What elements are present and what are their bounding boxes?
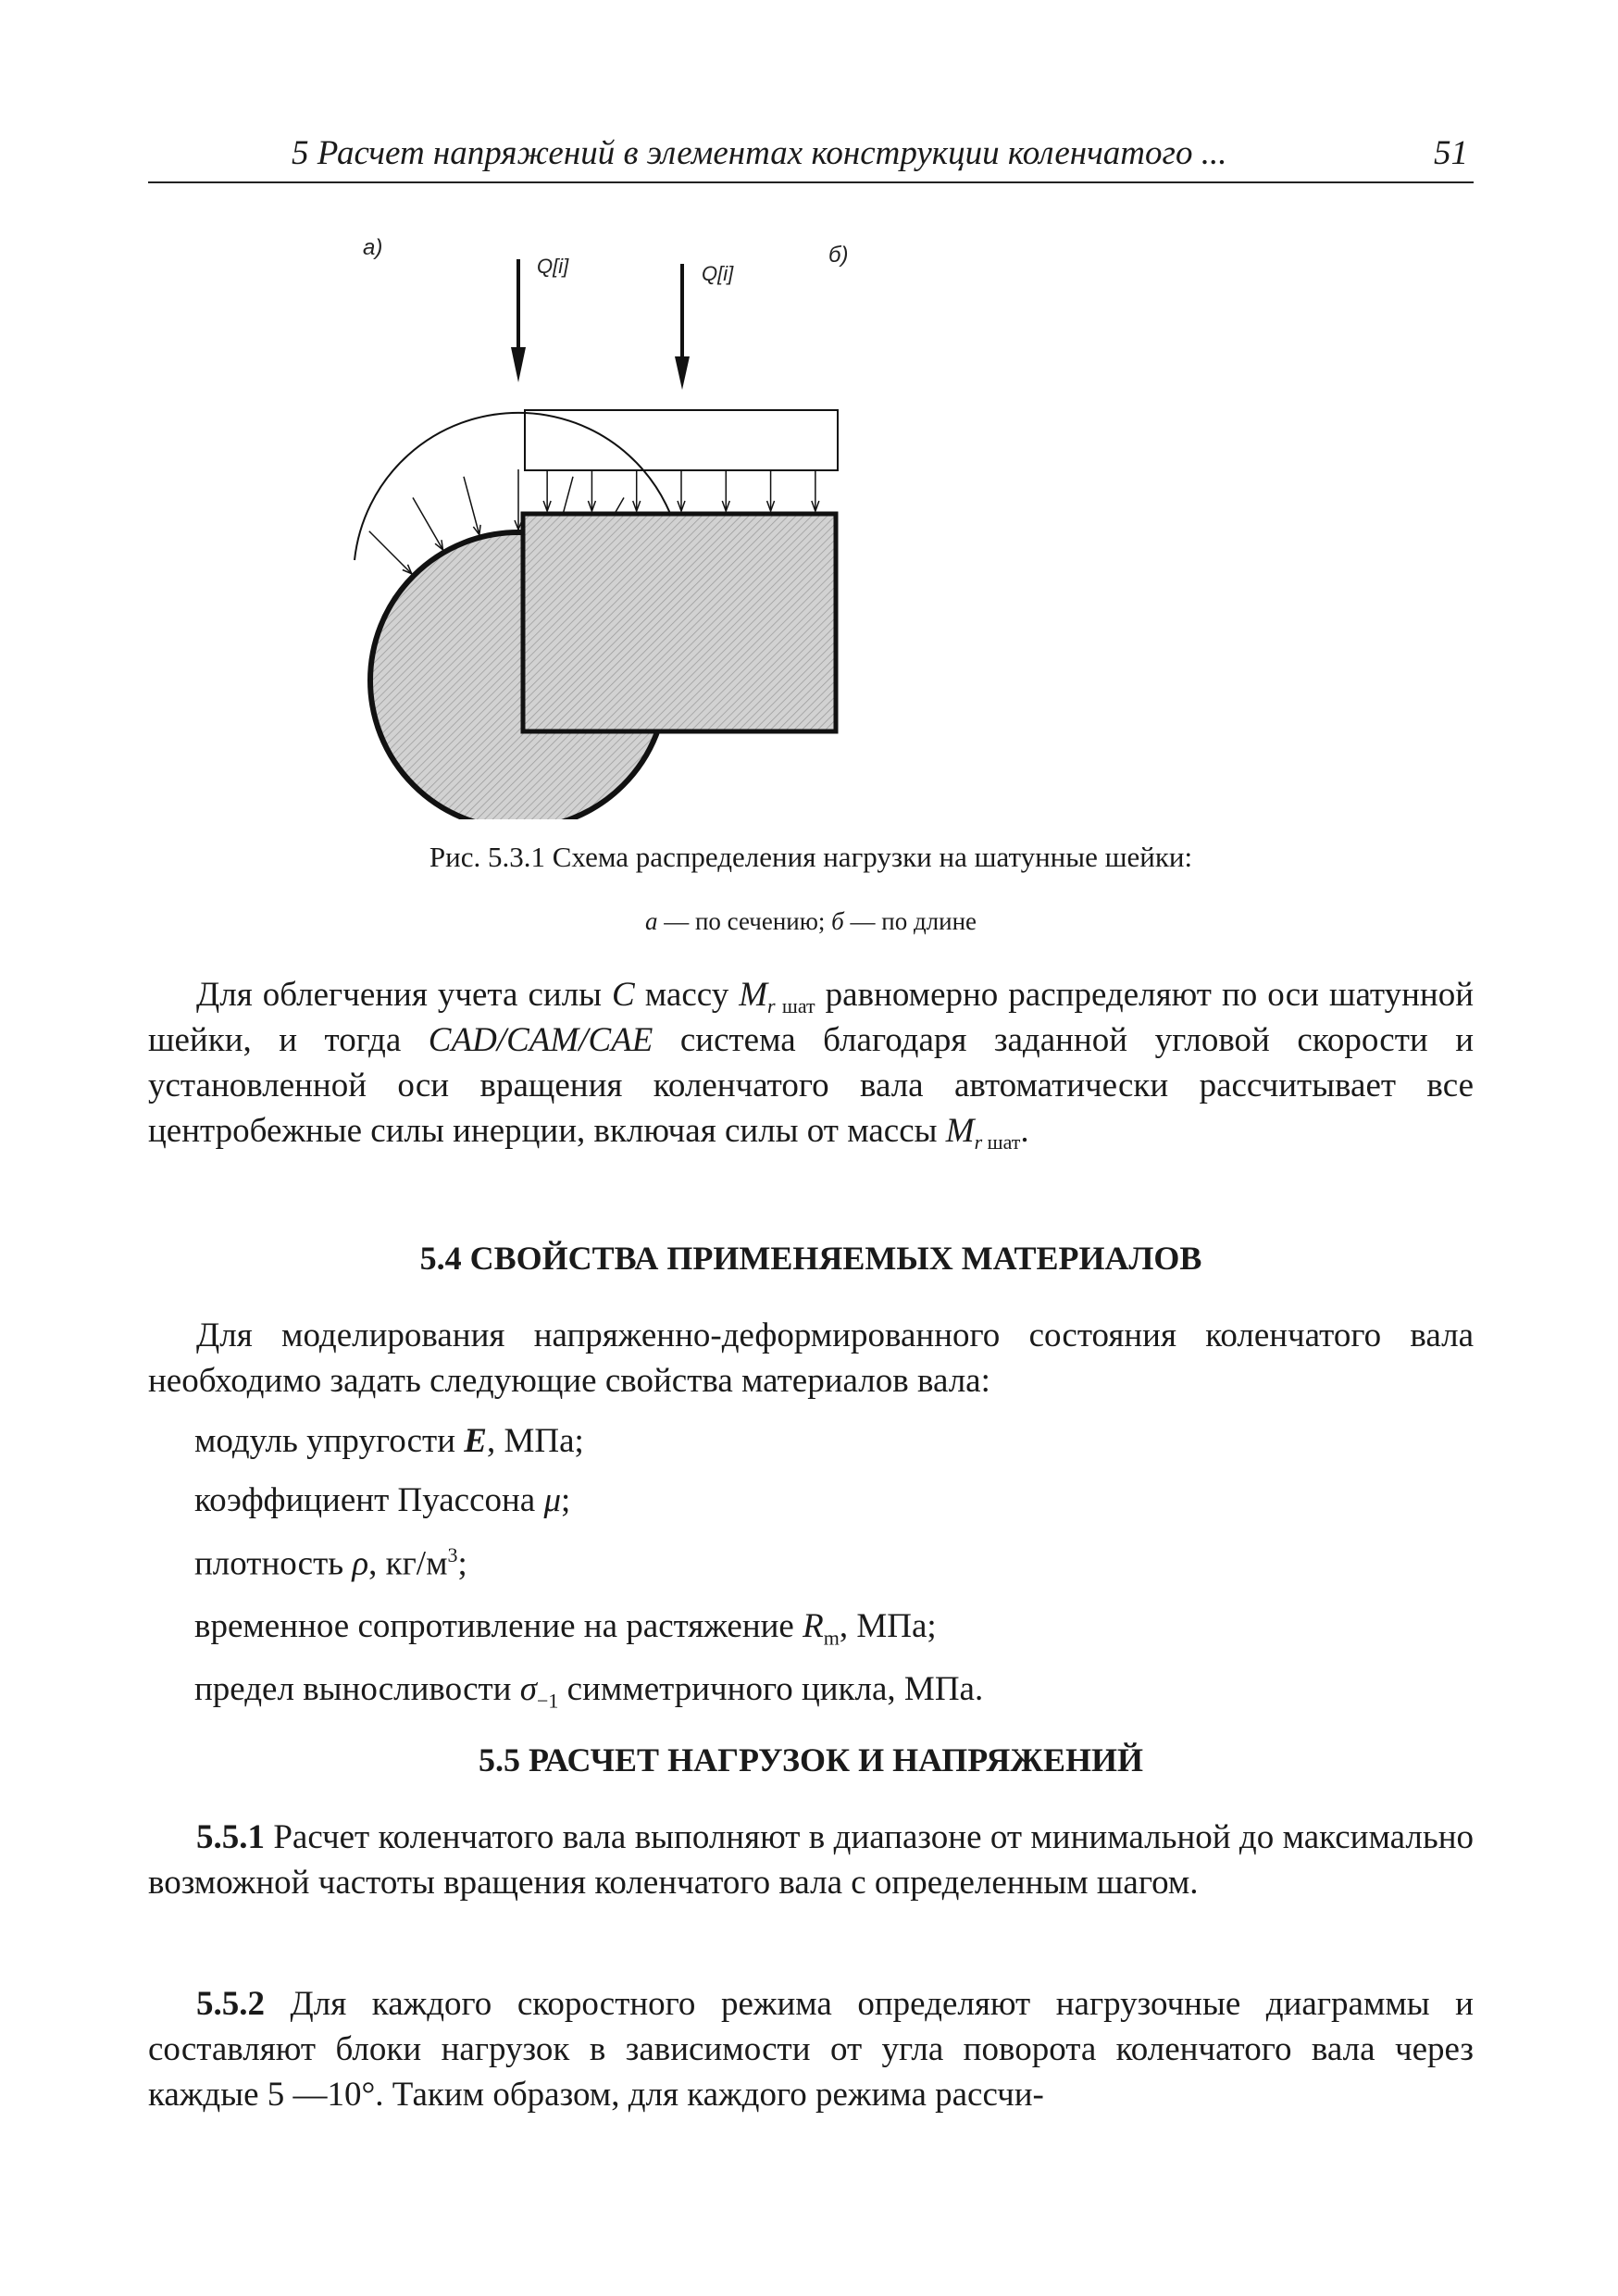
main-load-arrow-b bbox=[675, 264, 690, 390]
item-mu-post: ; bbox=[561, 1481, 571, 1519]
caption-sub-a-letter: а bbox=[644, 907, 658, 935]
paragraph-5-5-1 bbox=[148, 1815, 1474, 1905]
p1-text-3: равномерно распределяют по оси шатунной шейки, и тогда bbox=[148, 976, 1474, 1059]
panel-a-label: а) bbox=[363, 235, 383, 260]
list-item-tensile-strength bbox=[194, 1606, 937, 1650]
item-rho-exp: 3 bbox=[447, 1543, 458, 1566]
list-item-density bbox=[194, 1543, 467, 1583]
list-item-endurance-limit bbox=[194, 1669, 983, 1713]
figure-caption: Рис. 5.3.1 Схема распределения нагрузки на шатунные шейки: bbox=[429, 841, 1193, 873]
item-mu-symbol: μ bbox=[543, 1481, 562, 1519]
list-item-poisson bbox=[194, 1480, 570, 1520]
item-mu-pre: коэффициент Пуассона bbox=[194, 1481, 544, 1519]
load-label-b: Q[i] bbox=[702, 262, 734, 285]
panel-b-label: б) bbox=[828, 243, 849, 268]
item-rho-post: , кг/м bbox=[368, 1544, 448, 1583]
caption-sub-b-text: — по длине bbox=[843, 907, 977, 935]
p1-text-2: массу bbox=[634, 976, 740, 1014]
journal-length-body bbox=[523, 514, 836, 731]
caption-sub-b-letter: б bbox=[831, 907, 844, 935]
p551-number: 5.5.1 bbox=[196, 1818, 265, 1856]
p1-sub-r-2: r bbox=[974, 1130, 983, 1154]
figure-svg bbox=[315, 227, 1379, 819]
p1-cad-cam-cae: CAD/CAM/CAE bbox=[428, 1021, 653, 1059]
running-header bbox=[148, 130, 1474, 183]
p1-text-4: система благодаря заданной угловой скорости и установленной оси вращения коленчатого вала автоматически рассчитывает все центробежные силы инерции, включая силы от массы bbox=[148, 1021, 1474, 1150]
item-rm-pre: временное сопротивление на растяжение bbox=[194, 1607, 803, 1645]
uniform-load-arrows bbox=[543, 470, 819, 511]
radial-arrow-shaft bbox=[369, 531, 412, 574]
p1-sub-shat: шат bbox=[775, 994, 815, 1017]
section-heading-5-5: 5.5 РАСЧЕТ НАГРУЗОК И НАПРЯЖЕНИЙ bbox=[478, 1741, 1144, 1778]
main-load-arrow-a bbox=[511, 259, 526, 382]
item-e-post: , МПа; bbox=[486, 1422, 584, 1460]
radial-arrow-head bbox=[435, 540, 442, 550]
item-e-pre: модуль упругости bbox=[194, 1422, 465, 1460]
item-sigma-post: симметричного цикла, МПа. bbox=[558, 1670, 984, 1708]
running-header-title: 5 Расчет напряжений в элементах конструкции коленчатого ... bbox=[292, 134, 1227, 172]
page-number: 51 bbox=[1434, 134, 1468, 172]
paragraph-material-intro: Для моделирования напряженно-деформированного состояния коленчатого вала необходимо задать следующие свойства материалов вала: bbox=[148, 1316, 1474, 1400]
radial-arrow-shaft bbox=[464, 477, 479, 535]
item-rho-pre: плотность bbox=[194, 1544, 353, 1583]
load-distribution-figure bbox=[315, 227, 1379, 819]
item-e-symbol: E bbox=[464, 1422, 487, 1460]
radial-arrow-shaft bbox=[413, 498, 443, 550]
p1-symbol-m: M bbox=[739, 976, 768, 1014]
item-rm-sub: m bbox=[823, 1626, 840, 1650]
paragraph-mass-distribution bbox=[148, 972, 1474, 1154]
section-heading-5-4: 5.4 СВОЙСТВА ПРИМЕНЯЕМЫХ МАТЕРИАЛОВ bbox=[419, 1240, 1202, 1277]
item-sigma-symbol: σ bbox=[519, 1670, 537, 1708]
figure-caption-sub bbox=[148, 907, 1474, 936]
p552-number: 5.5.2 bbox=[196, 1985, 265, 2023]
p1-symbol-c: C bbox=[612, 976, 635, 1014]
item-rho-end: ; bbox=[457, 1544, 467, 1583]
item-sigma-sub: −1 bbox=[536, 1689, 559, 1713]
item-rm-post: , МПа; bbox=[839, 1607, 937, 1645]
p1-text-1: Для облегчения учета силы bbox=[196, 976, 613, 1014]
p552-text: Для каждого скоростного режима определяют нагрузочные диаграммы и составляют блоки нагрузок в зависимости от угла поворота коленчатого вала через каждые 5 —10°. Таким образом, для каждого режима рассчи- bbox=[148, 1985, 1474, 2114]
caption-sub-a-text: — по сечению; bbox=[657, 907, 832, 935]
p1-end: . bbox=[1020, 1112, 1029, 1150]
list-item-elastic-modulus bbox=[194, 1421, 584, 1461]
item-rm-symbol: R bbox=[803, 1607, 824, 1645]
paragraph-5-5-2 bbox=[148, 1981, 1474, 2117]
p1-sub-shat-2: шат bbox=[982, 1130, 1021, 1154]
load-label-a: Q[i] bbox=[537, 255, 569, 278]
p1-sub-r: r bbox=[767, 994, 776, 1017]
item-sigma-pre: предел выносливости bbox=[194, 1670, 520, 1708]
item-rho-symbol: ρ bbox=[352, 1544, 369, 1583]
uniform-load-band bbox=[525, 410, 838, 470]
p1-symbol-m-2: M bbox=[945, 1112, 975, 1150]
p551-text: Расчет коленчатого вала выполняют в диапазоне от минимальной до максимально возможной частоты вращения коленчатого вала с определенным шагом. bbox=[148, 1818, 1474, 1902]
